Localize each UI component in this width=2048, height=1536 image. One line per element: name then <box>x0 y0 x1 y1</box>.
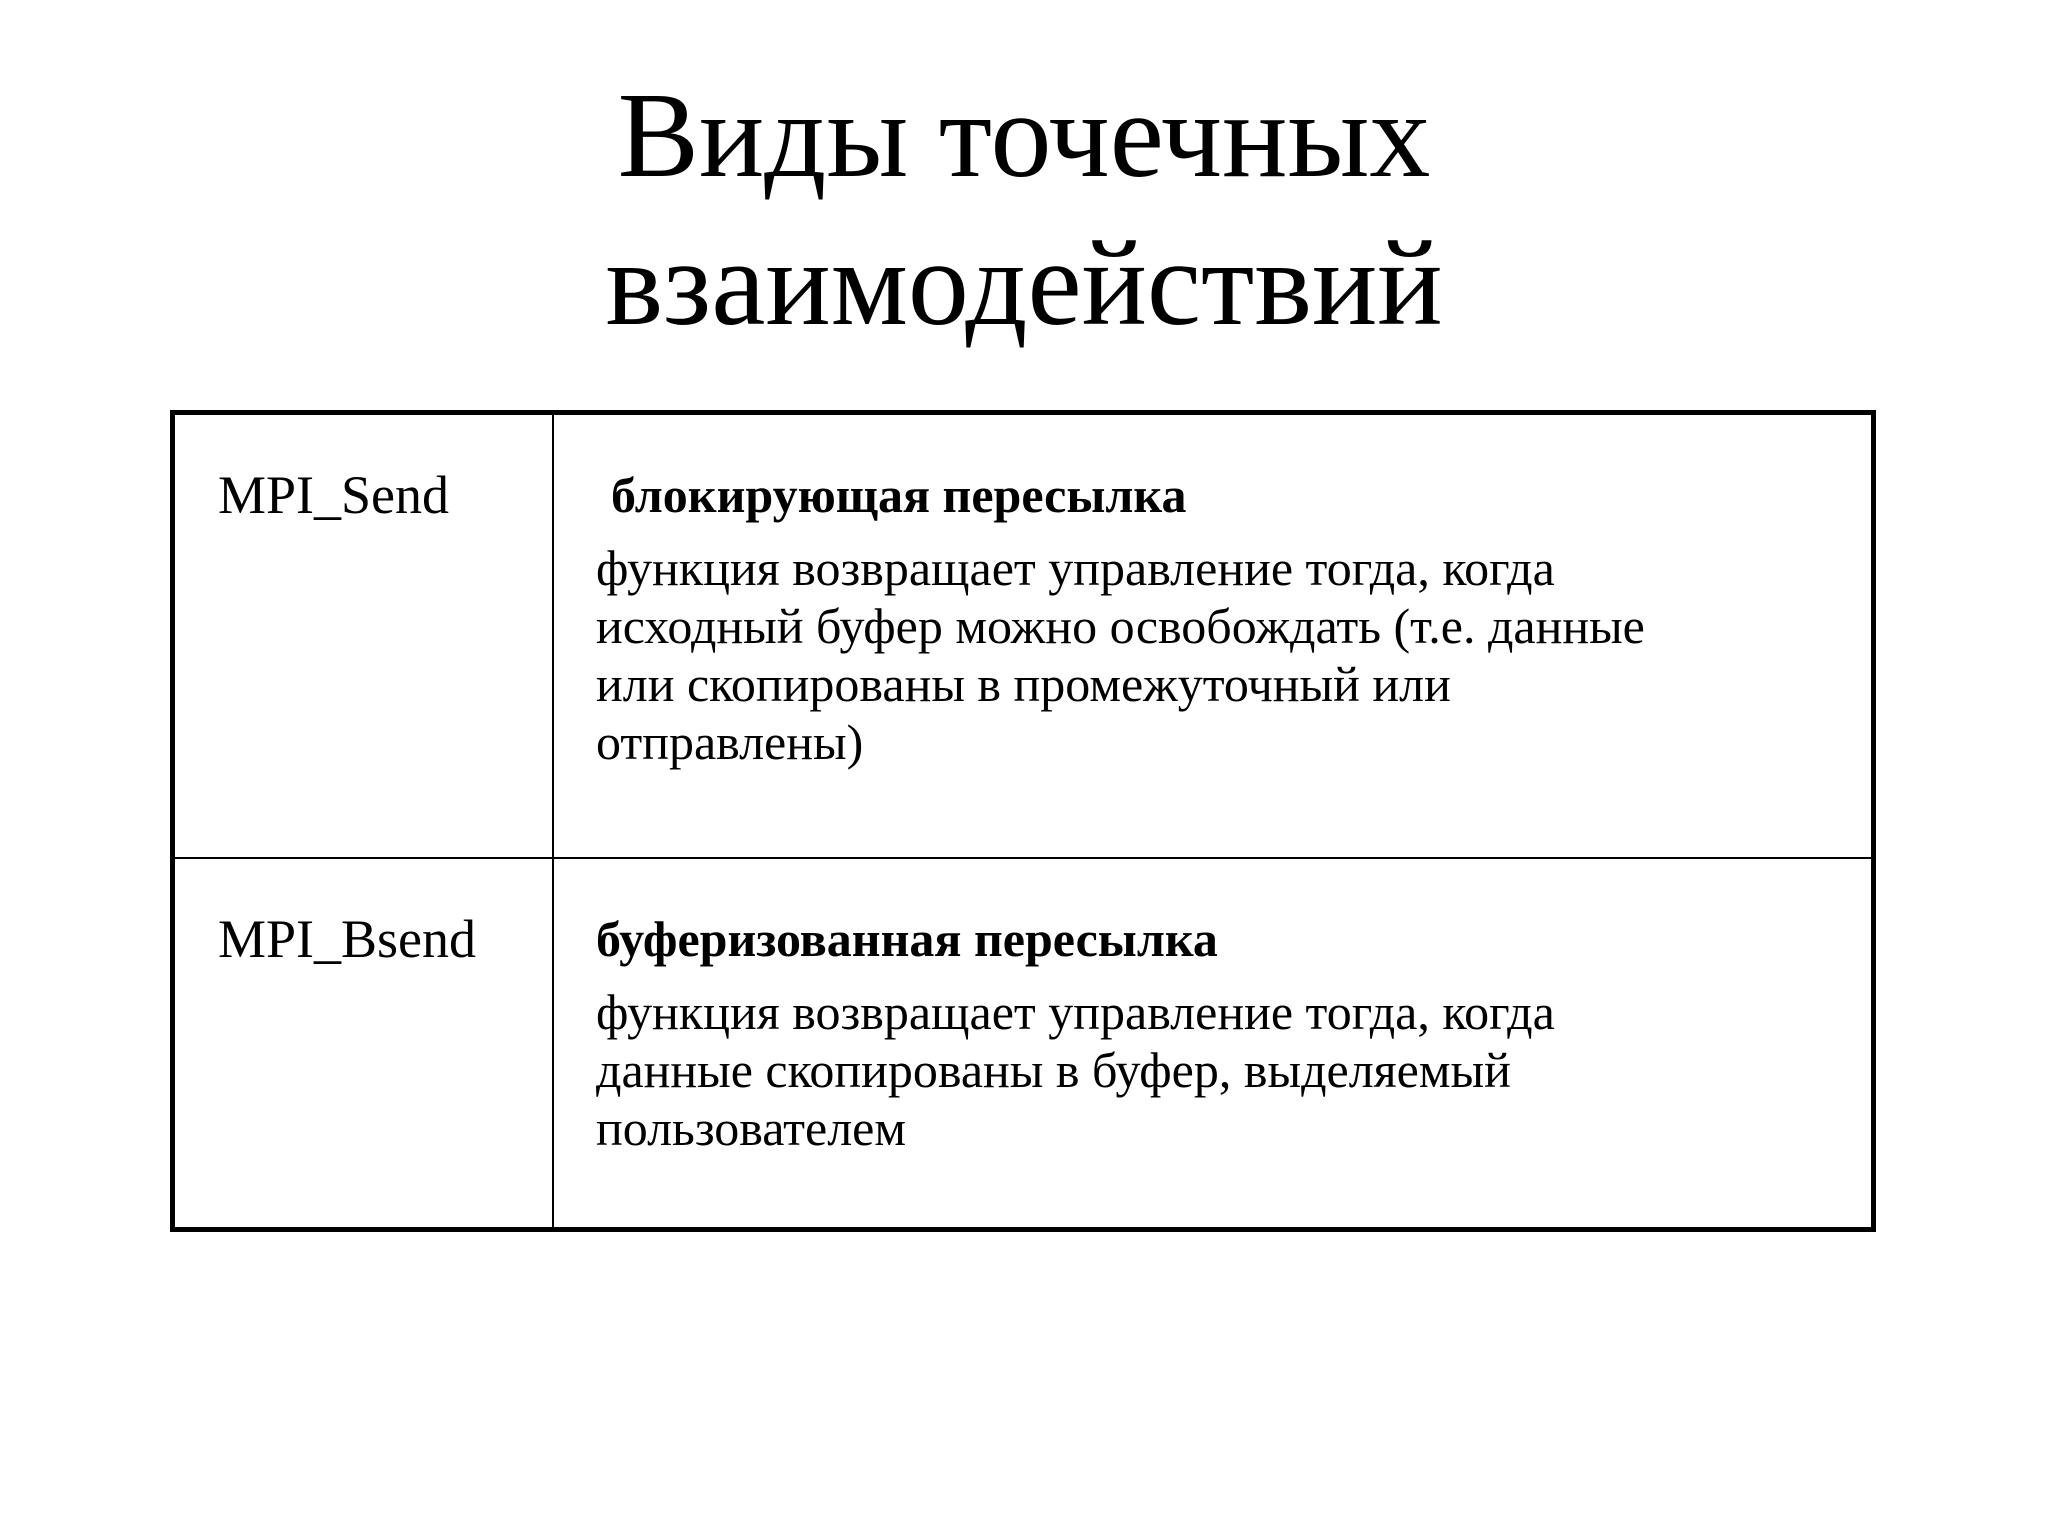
send-modes-table <box>170 410 1876 1232</box>
function-name-cell: MPI_Bsend <box>218 909 477 969</box>
mode-heading: блокирующая пересылка <box>611 467 1187 523</box>
description-line: или скопированы в промежуточный или <box>596 656 1451 712</box>
function-name-cell: MPI_Send <box>218 465 450 525</box>
slide-title-line-2: взаимодействий <box>605 216 1443 351</box>
description-line: пользователем <box>596 1100 906 1156</box>
description-cell <box>596 465 1846 771</box>
mode-description <box>596 539 1846 771</box>
description-line: функция возвращает управление тогда, когда <box>596 984 1555 1040</box>
description-line: данные скопированы в буфер, выделяемый <box>596 1042 1511 1098</box>
slide-title <box>0 62 2048 358</box>
description-line: функция возвращает управление тогда, когда <box>596 540 1555 596</box>
description-cell <box>596 909 1846 1157</box>
slide-title-line-1: Виды точечных <box>617 68 1431 203</box>
table-row-mpi-send <box>175 415 1871 859</box>
description-line: отправлены) <box>596 714 864 770</box>
mode-description <box>596 983 1846 1157</box>
description-line: исходный буфер можно освобождать (т.е. данные <box>596 598 1645 654</box>
mode-heading: буферизованная пересылка <box>596 911 1218 967</box>
table-row-mpi-bsend <box>175 859 1871 1232</box>
